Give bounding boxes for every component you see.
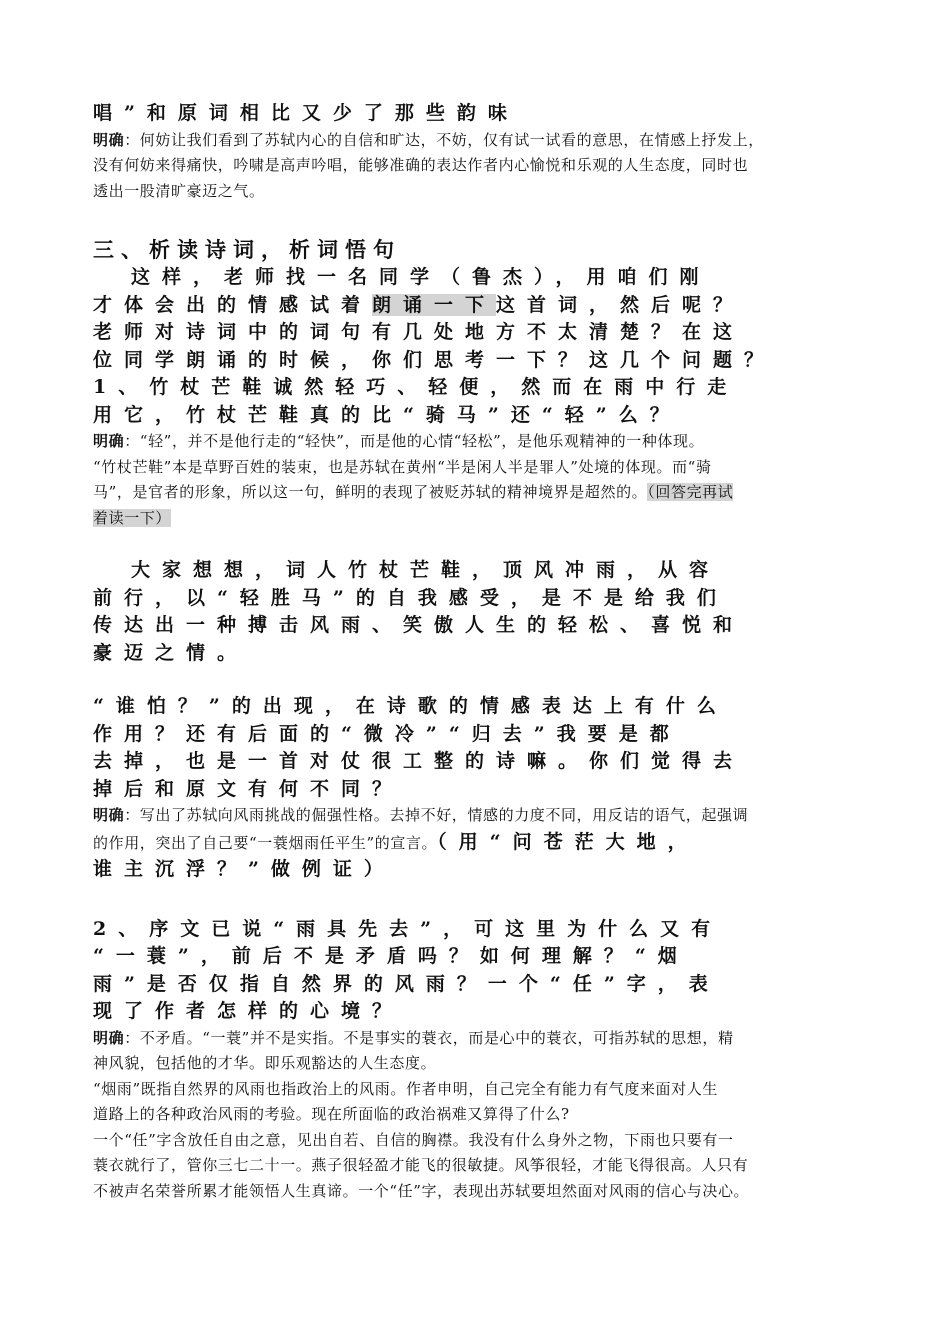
- think-line: 传达出一种搏击风雨、笑傲人生的轻松、喜悦和: [93, 614, 745, 636]
- question-1-line: 用它，竹杖芒鞋真的比“骑马”还“轻”么？: [93, 403, 681, 426]
- highlighted-note: 着读一下）: [93, 508, 172, 527]
- answer-1-line: “竹杖芒鞋”本是草野百姓的装束，也是苏轼在黄州“半是闲人半是罪人”处境的体现。而“骑: [93, 457, 712, 476]
- answer-text: ：何妨让我们看到了苏轼内心的自信和旷达，不妨，仅有试一试看的意思，在情感上抒发上，: [124, 130, 764, 149]
- answer-1-line: 马”，是官者的形象，所以这一句，鲜明的表现了被贬苏轼的精神境界是超然的。（回答完再试: [93, 483, 734, 501]
- question-2-line: 雨”是否仅指自然界的风雨？一个“任”字，表: [93, 972, 720, 995]
- answer-line: 没有何妨来得痛快，吟啸是高声吟唱，能够准确的表达作者内心愉悦和乐观的人生态度，同时也: [93, 156, 749, 174]
- example-text: 谁主沉浮？”做例证）: [93, 858, 395, 880]
- question-2-line: “一蓑”，前后不是矛盾吗？如何理解？“烟: [93, 945, 689, 967]
- who-line: “谁怕？”的出现，在诗歌的情感表达上有什么: [93, 695, 728, 717]
- example-text: （用“问苍茫大地，: [437, 830, 699, 853]
- document-page: [93, 100, 873, 1204]
- answer-1-line: [93, 506, 873, 532]
- answer-label: 明确: [93, 1028, 125, 1047]
- answer-1-paragraph: 明确：“轻”，并不是他行走的“轻快”，而是他的心情“轻松”，是他乐观精神的一种体现。: [93, 432, 705, 450]
- answer-label: 明确: [93, 432, 125, 450]
- highlighted-note: （回答完再试: [647, 483, 734, 501]
- answer-3-line: 道路上的各种政治风雨的考验。现在所面临的政治祸难又算得了什么?: [93, 1105, 570, 1123]
- answer-3-line: 一个“任”字含放任自由之意，见出自若、自信的胸襟。我没有什么身外之物，下雨也只要有一: [93, 1130, 734, 1149]
- think-line: 大家想想，词人竹杖芒鞋，顶风冲雨，从容: [131, 559, 721, 581]
- who-line: 去掉，也是一首对仗很工整的诗嘛。你们觉得去: [93, 750, 745, 772]
- answer-3-line: “烟雨”既指自然界的风雨也指政治上的风雨。作者申明，自己完全有能力有气度来面对人生: [93, 1079, 718, 1098]
- answer-2-line: 的作用，突出了自己要“一蓑烟雨任平生”的宣言。（用“问苍茫大地，: [93, 830, 699, 853]
- who-line: 掉后和原文有何不同？: [93, 777, 404, 800]
- think-line: 前行，以“轻胜马”的自我感受，是不是给我们: [93, 586, 728, 609]
- answer-label: 明确: [93, 130, 125, 149]
- intro-line: 才体会出的情感试着朗诵一下这首词，然后呢？: [93, 293, 745, 316]
- think-line: 豪迈之情。: [93, 641, 249, 664]
- answer-2-paragraph: 明确：写出了苏轼向风雨挑战的倔强性格。去掉不好，情感的力度不同，用反诘的语气，起强调: [93, 806, 749, 824]
- answer-3-paragraph: 明确：不矛盾。“一蓑”并不是实指。不是事实的蓑衣，而是心中的蓑衣，可指苏轼的思想，精: [93, 1028, 734, 1047]
- section-heading: 三、析读诗词，析词悟句: [93, 237, 401, 262]
- answer-label: 明确: [93, 806, 125, 824]
- who-line: 作用？还有后面的“微冷”“归去”我要是都: [93, 722, 681, 745]
- answer-paragraph: [93, 128, 873, 154]
- question-2-line: 2、序文已说“雨具先去”，可这里为什么又有: [93, 917, 723, 940]
- question-1-line: 1、竹杖芒鞋诚然轻巧、轻便，然而在雨中行走: [93, 376, 739, 398]
- question-line: 唱”和原词相比又少了那些韵味: [93, 102, 519, 124]
- intro-line: 位同学朗诵的时候，你们思考一下？这几个问题？: [93, 348, 776, 371]
- question-2-line: 现了作者怎样的心境？: [93, 1000, 404, 1022]
- answer-3-line: 蓑衣就行了，管你三七二十一。燕子很轻盈才能飞的很敏捷。风筝很轻，才能飞得很高。人只有: [93, 1156, 749, 1174]
- answer-3-line: 神风貌，包括他的才华。即乐观豁达的人生态度。: [93, 1054, 437, 1072]
- answer-3-line: 不被声名荣誉所累才能领悟人生真谛。一个“任”字，表现出苏轼要坦然面对风雨的信心与决心。: [93, 1181, 750, 1200]
- answer-line: 透出一股清旷豪迈之气。: [93, 181, 265, 200]
- highlighted-phrase: 朗诵一下: [372, 293, 497, 316]
- intro-line: 老师对诗词中的词句有几处地方不太清楚？在这: [93, 321, 745, 343]
- intro-line: 这样，老师找一名同学（鲁杰），用咱们刚: [131, 266, 711, 288]
